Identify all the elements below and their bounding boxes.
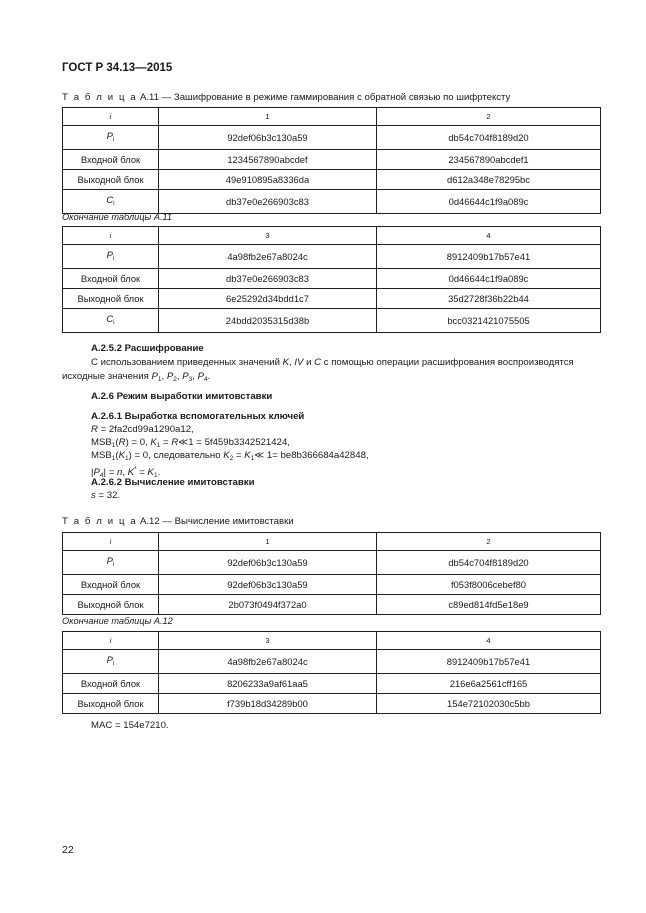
- table-row-label: $P_i$: [63, 650, 159, 674]
- table-row-label: Выходной блок: [63, 595, 159, 615]
- table-cell: 92def06b3c130a59: [159, 575, 377, 595]
- table-header-cell: 3: [159, 632, 377, 650]
- section-a26-heading: А.2.6 Режим выработки имитовставки: [91, 391, 273, 402]
- table-row-label: $P_i$: [63, 245, 159, 269]
- table-header-cell: i: [63, 108, 159, 126]
- table-row: [63, 650, 601, 674]
- table-header-cell: 1: [159, 533, 377, 551]
- section-a261-heading: А.2.6.1 Выработка вспомогательных ключей: [91, 411, 305, 422]
- msb-r-line: $MSB_1(R) = 0$, $K_1$ = R≪1 = 5f459b3342521424,: [91, 437, 290, 449]
- table-header-row: [63, 632, 601, 650]
- table-header-row: [63, 227, 601, 245]
- table-cell: db37e0e266903c83: [159, 190, 377, 214]
- table-row: [63, 170, 601, 190]
- table-caption-prefix: Т а б л и ц а: [62, 92, 138, 103]
- table-header-cell: 3: [159, 227, 377, 245]
- table-cell: 35d2728f36b22b44: [377, 289, 601, 309]
- page-number: 22: [62, 844, 74, 856]
- section-a262-heading: А.2.6.2 Вычисление имитовставки: [91, 477, 255, 488]
- table-header-cell: i: [63, 632, 159, 650]
- table-caption-text: A.12 — Вычисление имитовставки: [139, 516, 294, 527]
- table-cell: 2b073f0494f372a0: [159, 595, 377, 615]
- table-row: [63, 150, 601, 170]
- table-row: [63, 309, 601, 333]
- table-row-label: $C_i$: [63, 309, 159, 333]
- table-a11: [62, 107, 601, 214]
- table-cell: c89ed814fd5e18e9: [377, 595, 601, 615]
- table-header-cell: 1: [159, 108, 377, 126]
- table-header-row: [63, 533, 601, 551]
- table-row-label: Входной блок: [63, 575, 159, 595]
- table-row: [63, 245, 601, 269]
- table-row-label: Выходной блок: [63, 170, 159, 190]
- section-a252-line2: исходные значения $P_1$, $P_2$, $P_3$, $P_4$.: [62, 371, 211, 383]
- msb-k1-line: $MSB_1(K_1) = 0$, следовательно $K_2$ = $K_1≪$ 1= be8b366684a42848,: [91, 450, 369, 462]
- table-a12-caption: [62, 516, 294, 527]
- table-row: [63, 269, 601, 289]
- table-cell: bcc0321421075505: [377, 309, 601, 333]
- table-row: [63, 595, 601, 615]
- table-row: [63, 190, 601, 214]
- table-header-cell: 2: [377, 533, 601, 551]
- table-cell: 234567890abcdef1: [377, 150, 601, 170]
- table-cell: f053f8006cebef80: [377, 575, 601, 595]
- table-row-label: Входной блок: [63, 674, 159, 694]
- table-cell: 1234567890abcdef: [159, 150, 377, 170]
- table-cell: 8912409b17b57e41: [377, 245, 601, 269]
- table-row-label: $C_i$: [63, 190, 159, 214]
- table-cell: 4a98fb2e67a8024c: [159, 650, 377, 674]
- section-a252-heading: А.2.5.2 Расшифрование: [91, 343, 204, 354]
- p4-line: $|P_4| = n$, $K^* = K_1$.: [91, 466, 161, 479]
- table-cell: db54c704f8189d20: [377, 126, 601, 150]
- table-cell: f739b18d34289b00: [159, 694, 377, 714]
- table-cell: 92def06b3c130a59: [159, 551, 377, 575]
- table-caption-prefix: Т а б л и ц а: [62, 516, 138, 527]
- table-a11-continuation: [62, 226, 601, 333]
- table-row-label: $P_i$: [63, 551, 159, 575]
- table-cell: 6e25292d34bdd1c7: [159, 289, 377, 309]
- table-a11-cont-caption: Окончание таблицы А.11: [62, 212, 173, 222]
- table-cell: 49e910895a8336da: [159, 170, 377, 190]
- table-row: [63, 126, 601, 150]
- table-row: [63, 575, 601, 595]
- table-cell: 8912409b17b57e41: [377, 650, 601, 674]
- table-cell: 8206233a9af61aa5: [159, 674, 377, 694]
- table-row: [63, 289, 601, 309]
- r-value-line: R = 2fa2cd99a1290a12,: [91, 424, 194, 435]
- table-a12: [62, 532, 601, 615]
- table-cell: 0d46644c1f9a089c: [377, 190, 601, 214]
- table-row-label: Выходной блок: [63, 289, 159, 309]
- table-row: [63, 674, 601, 694]
- table-row: [63, 694, 601, 714]
- section-a252-line1: С использованием приведенных значений K, IV и C с помощью операции расшифрования воспроизводятся: [91, 357, 574, 368]
- table-header-cell: 4: [377, 632, 601, 650]
- table-header-cell: 2: [377, 108, 601, 126]
- table-a12-continuation: [62, 631, 601, 714]
- table-cell: 216e6a2561cff165: [377, 674, 601, 694]
- table-cell: d612a348e78295bc: [377, 170, 601, 190]
- table-cell: 92def06b3c130a59: [159, 126, 377, 150]
- document-header: ГОСТ Р 34.13—2015: [62, 62, 173, 74]
- table-cell: db37e0e266903c83: [159, 269, 377, 289]
- table-row-label: Входной блок: [63, 150, 159, 170]
- table-row-label: $P_i$: [63, 126, 159, 150]
- table-cell: 154e72102030c5bb: [377, 694, 601, 714]
- table-a11-caption: [62, 92, 510, 103]
- table-cell: 0d46644c1f9a089c: [377, 269, 601, 289]
- table-header-row: [63, 108, 601, 126]
- s-value-line: s = 32.: [91, 490, 121, 501]
- table-row-label: Выходной блок: [63, 694, 159, 714]
- table-row: [63, 551, 601, 575]
- table-cell: 4a98fb2e67a8024c: [159, 245, 377, 269]
- table-header-cell: 4: [377, 227, 601, 245]
- table-row-label: Входной блок: [63, 269, 159, 289]
- table-header-cell: i: [63, 227, 159, 245]
- table-cell: 24bdd2035315d38b: [159, 309, 377, 333]
- table-header-cell: i: [63, 533, 159, 551]
- table-caption-text: A.11 — Зашифрование в режиме гаммирования с обратной связью по шифртексту: [139, 92, 511, 103]
- table-cell: db54c704f8189d20: [377, 551, 601, 575]
- mac-result: MAC = 154e7210.: [91, 720, 169, 731]
- table-a12-cont-caption: Окончание таблицы А.12: [62, 616, 173, 626]
